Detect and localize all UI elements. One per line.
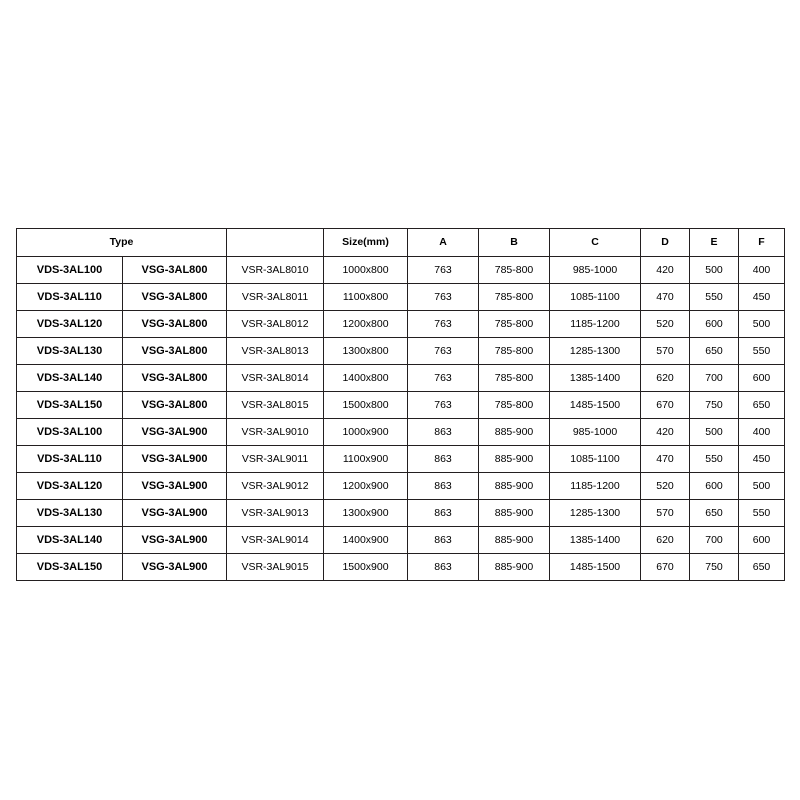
specification-table-container xyxy=(16,228,784,581)
cell-d: 520 xyxy=(641,473,690,500)
cell-d: 470 xyxy=(641,284,690,311)
cell-a: 763 xyxy=(408,284,479,311)
cell-c: 1485-1500 xyxy=(550,554,641,581)
cell-e: 750 xyxy=(690,392,739,419)
cell-f: 500 xyxy=(739,473,785,500)
cell-f: 600 xyxy=(739,365,785,392)
cell-type2: VSG-3AL800 xyxy=(123,392,227,419)
cell-d: 670 xyxy=(641,554,690,581)
cell-size: 1100x800 xyxy=(324,284,408,311)
cell-e: 550 xyxy=(690,446,739,473)
cell-size: 1200x900 xyxy=(324,473,408,500)
table-row xyxy=(17,500,785,527)
cell-type1: VDS-3AL150 xyxy=(17,392,123,419)
cell-b: 785-800 xyxy=(479,257,550,284)
cell-code: VSR-3AL9012 xyxy=(227,473,324,500)
cell-f: 400 xyxy=(739,257,785,284)
cell-type1: VDS-3AL130 xyxy=(17,500,123,527)
cell-e: 650 xyxy=(690,500,739,527)
cell-e: 650 xyxy=(690,338,739,365)
cell-e: 750 xyxy=(690,554,739,581)
cell-size: 1000x800 xyxy=(324,257,408,284)
cell-c: 985-1000 xyxy=(550,419,641,446)
cell-type2: VSG-3AL900 xyxy=(123,554,227,581)
cell-b: 885-900 xyxy=(479,500,550,527)
cell-type1: VDS-3AL100 xyxy=(17,419,123,446)
cell-f: 650 xyxy=(739,554,785,581)
cell-code: VSR-3AL9013 xyxy=(227,500,324,527)
cell-a: 863 xyxy=(408,500,479,527)
cell-type1: VDS-3AL140 xyxy=(17,527,123,554)
cell-size: 1400x900 xyxy=(324,527,408,554)
cell-c: 1085-1100 xyxy=(550,446,641,473)
cell-d: 620 xyxy=(641,365,690,392)
table-row xyxy=(17,446,785,473)
cell-b: 785-800 xyxy=(479,284,550,311)
cell-code: VSR-3AL8014 xyxy=(227,365,324,392)
cell-code: VSR-3AL8011 xyxy=(227,284,324,311)
cell-e: 500 xyxy=(690,419,739,446)
cell-d: 520 xyxy=(641,311,690,338)
cell-e: 550 xyxy=(690,284,739,311)
cell-size: 1500x800 xyxy=(324,392,408,419)
cell-type2: VSG-3AL800 xyxy=(123,284,227,311)
cell-a: 863 xyxy=(408,527,479,554)
cell-b: 885-900 xyxy=(479,419,550,446)
cell-b: 785-800 xyxy=(479,365,550,392)
table-body xyxy=(17,257,785,581)
table-row xyxy=(17,419,785,446)
cell-code: VSR-3AL8012 xyxy=(227,311,324,338)
specification-table xyxy=(16,228,785,581)
column-header-blank xyxy=(227,229,324,257)
cell-c: 1385-1400 xyxy=(550,527,641,554)
cell-type1: VDS-3AL110 xyxy=(17,446,123,473)
cell-e: 500 xyxy=(690,257,739,284)
cell-code: VSR-3AL9010 xyxy=(227,419,324,446)
column-header-a: A xyxy=(408,229,479,257)
cell-d: 570 xyxy=(641,500,690,527)
column-header-e: E xyxy=(690,229,739,257)
cell-e: 600 xyxy=(690,473,739,500)
cell-d: 420 xyxy=(641,257,690,284)
cell-type2: VSG-3AL800 xyxy=(123,365,227,392)
cell-e: 600 xyxy=(690,311,739,338)
cell-a: 763 xyxy=(408,392,479,419)
cell-size: 1300x800 xyxy=(324,338,408,365)
cell-b: 885-900 xyxy=(479,554,550,581)
cell-a: 763 xyxy=(408,257,479,284)
cell-e: 700 xyxy=(690,365,739,392)
cell-b: 885-900 xyxy=(479,473,550,500)
cell-d: 620 xyxy=(641,527,690,554)
cell-a: 763 xyxy=(408,311,479,338)
cell-c: 1185-1200 xyxy=(550,311,641,338)
cell-size: 1000x900 xyxy=(324,419,408,446)
cell-type1: VDS-3AL150 xyxy=(17,554,123,581)
cell-size: 1200x800 xyxy=(324,311,408,338)
cell-type2: VSG-3AL900 xyxy=(123,500,227,527)
column-header-type: Type xyxy=(17,229,227,257)
table-header xyxy=(17,229,785,257)
cell-b: 785-800 xyxy=(479,392,550,419)
cell-f: 400 xyxy=(739,419,785,446)
cell-d: 470 xyxy=(641,446,690,473)
table-row xyxy=(17,554,785,581)
cell-c: 1485-1500 xyxy=(550,392,641,419)
table-row xyxy=(17,257,785,284)
cell-e: 700 xyxy=(690,527,739,554)
cell-d: 570 xyxy=(641,338,690,365)
cell-type2: VSG-3AL800 xyxy=(123,311,227,338)
cell-f: 600 xyxy=(739,527,785,554)
column-header-f: F xyxy=(739,229,785,257)
cell-size: 1400x800 xyxy=(324,365,408,392)
cell-code: VSR-3AL9015 xyxy=(227,554,324,581)
cell-type1: VDS-3AL130 xyxy=(17,338,123,365)
cell-size: 1300x900 xyxy=(324,500,408,527)
cell-type2: VSG-3AL800 xyxy=(123,257,227,284)
cell-c: 1085-1100 xyxy=(550,284,641,311)
cell-a: 763 xyxy=(408,365,479,392)
table-row xyxy=(17,392,785,419)
column-header-b: B xyxy=(479,229,550,257)
cell-a: 863 xyxy=(408,554,479,581)
cell-f: 450 xyxy=(739,284,785,311)
cell-f: 550 xyxy=(739,500,785,527)
cell-c: 985-1000 xyxy=(550,257,641,284)
table-row xyxy=(17,473,785,500)
cell-type2: VSG-3AL800 xyxy=(123,338,227,365)
cell-code: VSR-3AL8015 xyxy=(227,392,324,419)
cell-type2: VSG-3AL900 xyxy=(123,419,227,446)
cell-code: VSR-3AL9014 xyxy=(227,527,324,554)
table-row xyxy=(17,311,785,338)
cell-b: 785-800 xyxy=(479,338,550,365)
cell-size: 1500x900 xyxy=(324,554,408,581)
column-header-size: Size(mm) xyxy=(324,229,408,257)
cell-size: 1100x900 xyxy=(324,446,408,473)
cell-a: 863 xyxy=(408,473,479,500)
cell-f: 650 xyxy=(739,392,785,419)
cell-type1: VDS-3AL100 xyxy=(17,257,123,284)
column-header-c: C xyxy=(550,229,641,257)
cell-f: 450 xyxy=(739,446,785,473)
cell-c: 1285-1300 xyxy=(550,338,641,365)
cell-d: 670 xyxy=(641,392,690,419)
cell-b: 885-900 xyxy=(479,446,550,473)
cell-b: 885-900 xyxy=(479,527,550,554)
cell-c: 1185-1200 xyxy=(550,473,641,500)
table-row xyxy=(17,527,785,554)
table-row xyxy=(17,338,785,365)
cell-code: VSR-3AL9011 xyxy=(227,446,324,473)
cell-type2: VSG-3AL900 xyxy=(123,446,227,473)
cell-f: 550 xyxy=(739,338,785,365)
cell-type1: VDS-3AL120 xyxy=(17,473,123,500)
cell-type2: VSG-3AL900 xyxy=(123,527,227,554)
column-header-d: D xyxy=(641,229,690,257)
cell-type1: VDS-3AL110 xyxy=(17,284,123,311)
table-row xyxy=(17,284,785,311)
cell-type1: VDS-3AL140 xyxy=(17,365,123,392)
table-header-row xyxy=(17,229,785,257)
cell-a: 863 xyxy=(408,446,479,473)
cell-b: 785-800 xyxy=(479,311,550,338)
cell-d: 420 xyxy=(641,419,690,446)
cell-type1: VDS-3AL120 xyxy=(17,311,123,338)
cell-f: 500 xyxy=(739,311,785,338)
cell-a: 863 xyxy=(408,419,479,446)
cell-c: 1385-1400 xyxy=(550,365,641,392)
table-row xyxy=(17,365,785,392)
cell-type2: VSG-3AL900 xyxy=(123,473,227,500)
cell-a: 763 xyxy=(408,338,479,365)
cell-code: VSR-3AL8013 xyxy=(227,338,324,365)
cell-code: VSR-3AL8010 xyxy=(227,257,324,284)
cell-c: 1285-1300 xyxy=(550,500,641,527)
